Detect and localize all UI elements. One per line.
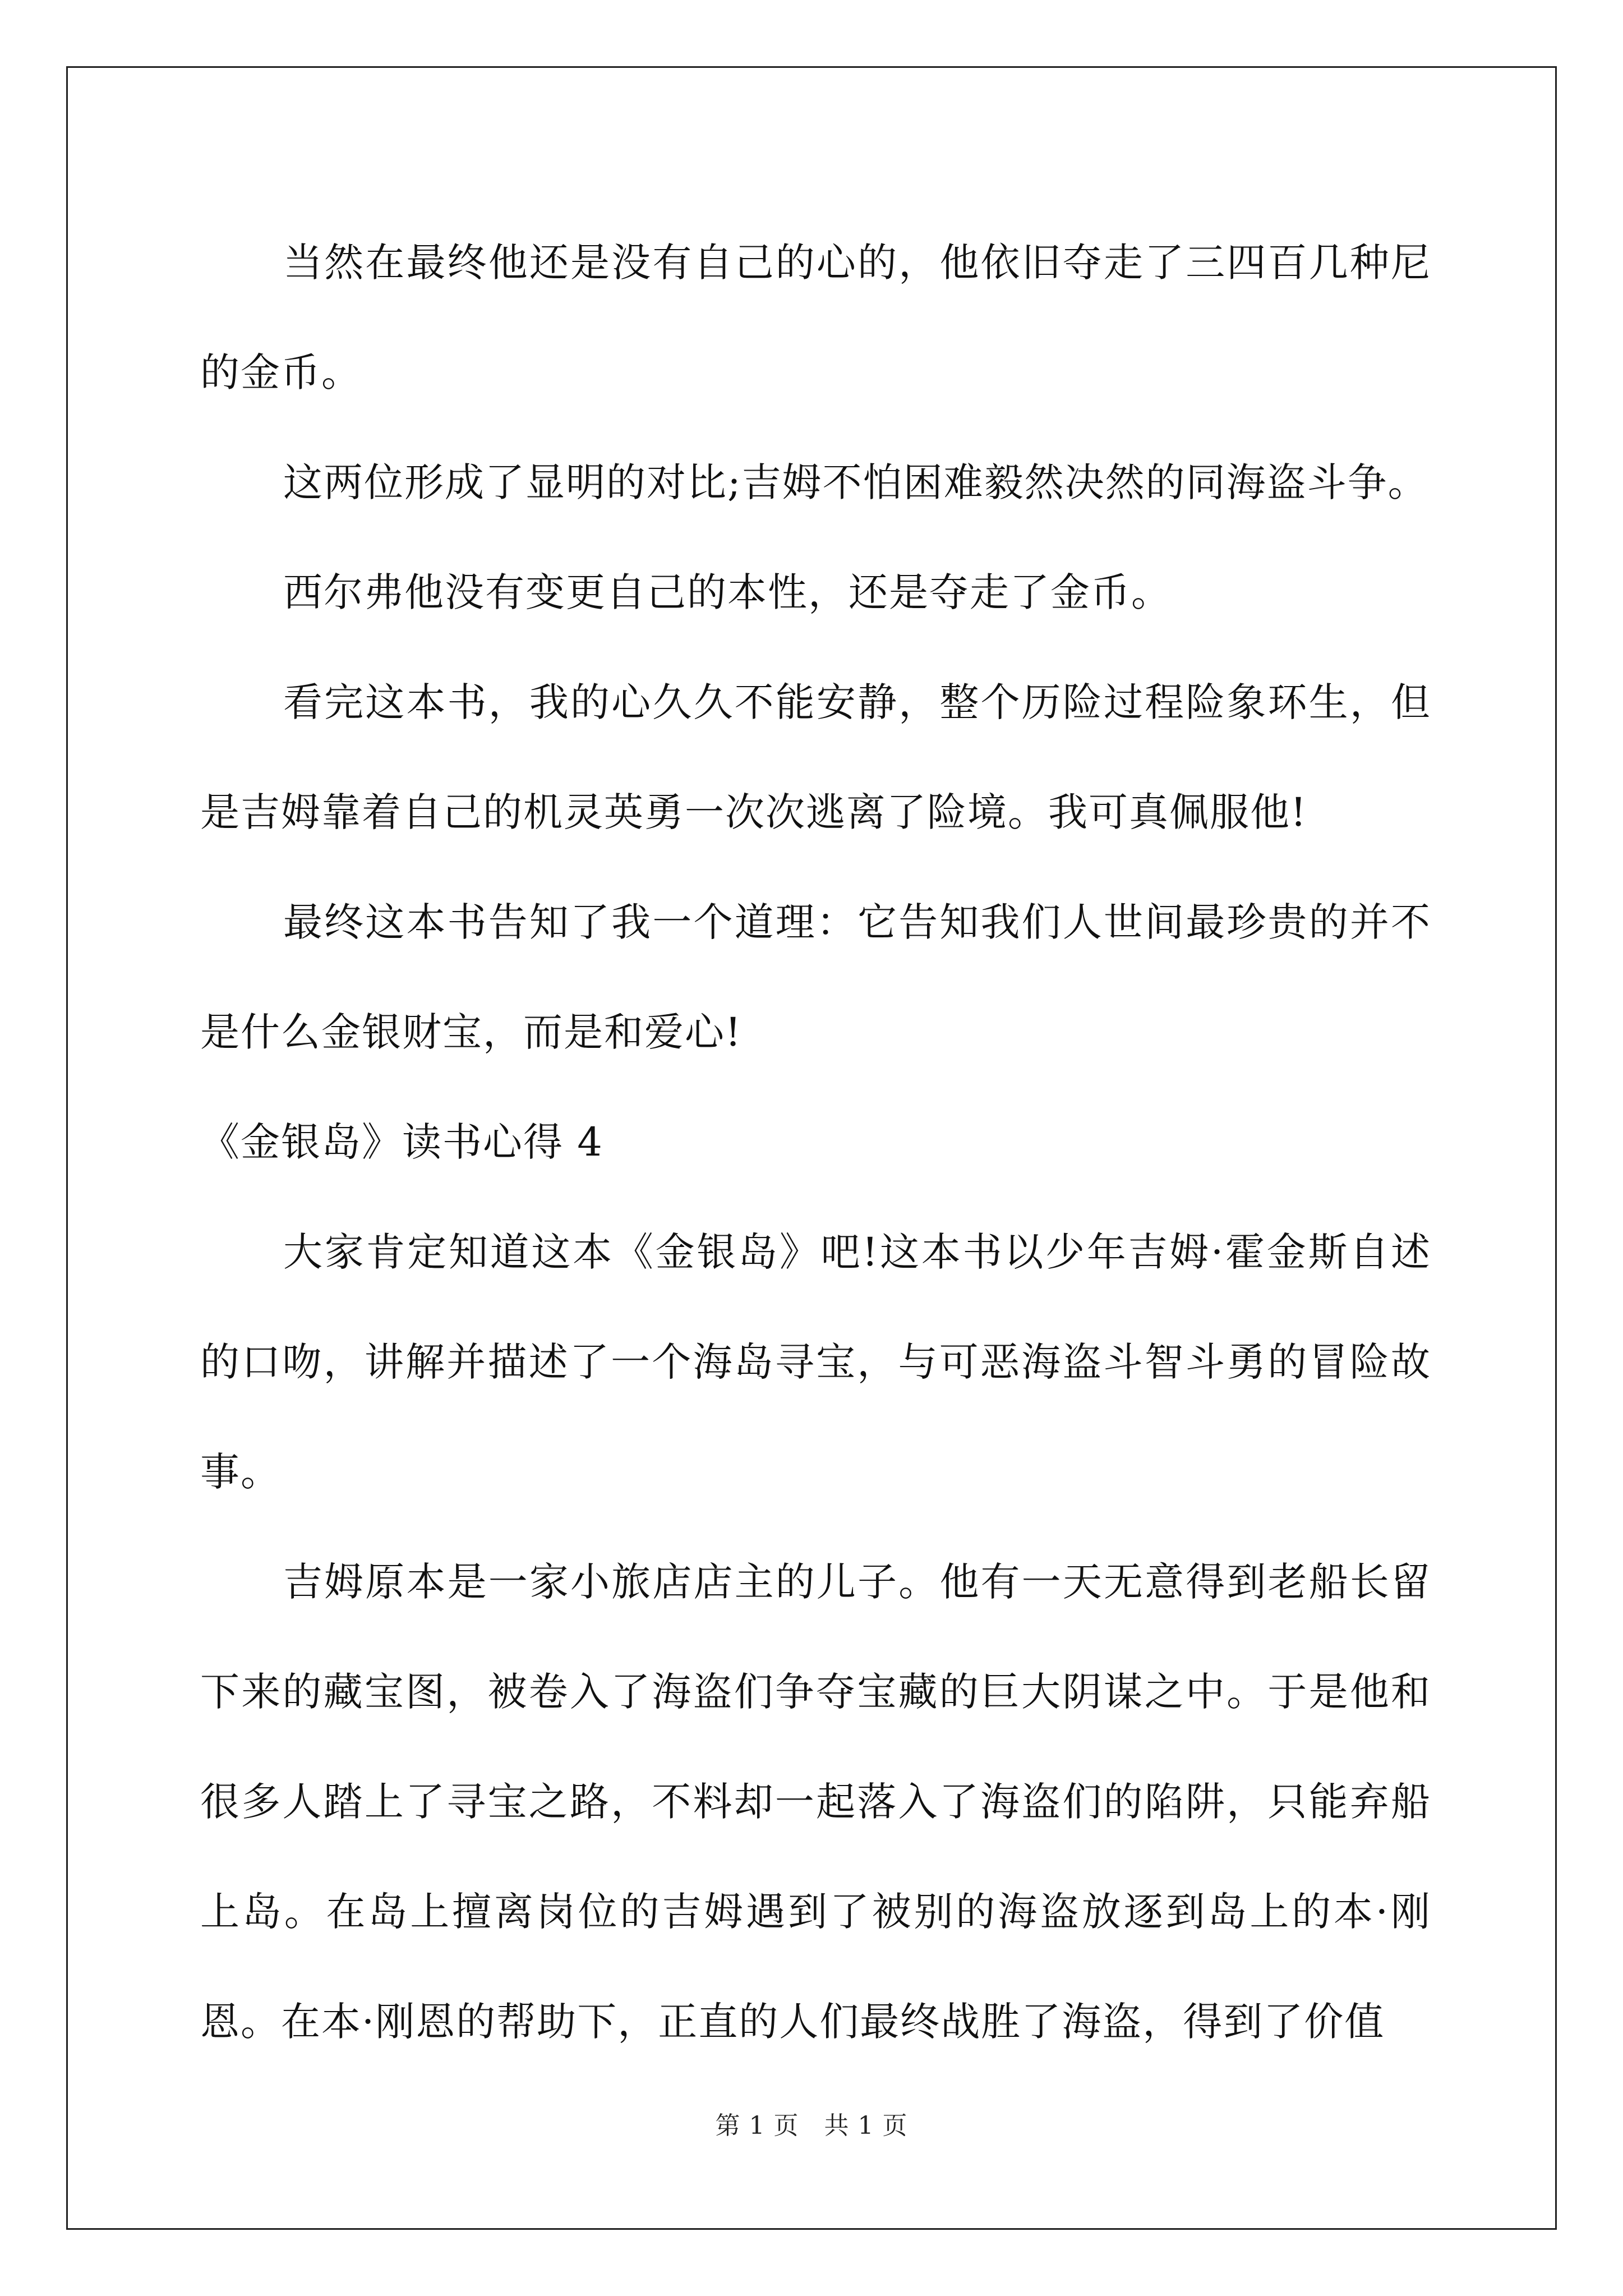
- paragraph: 这两位形成了显明的对比;吉姆不怕困难毅然决然的同海盗斗争。: [283, 459, 1428, 505]
- page-footer: 第 1 页 共 1 页: [715, 2111, 908, 2140]
- paragraph: 大家肯定知道这本《金银岛》吧!这本书以少年吉姆·霍金斯自述的口吻，讲解并描述了一个海岛寻宝，与可恶海盗斗智斗勇的冒险故事。: [200, 1229, 1431, 1495]
- paragraph: 西尔弗他没有变更自己的本性，还是夺走了金币。: [283, 569, 1172, 615]
- document-body: [200, 208, 1431, 2077]
- paragraph: 当然在最终他还是没有自己的心的，他依旧夺走了三四百几种尼的金币。: [200, 240, 1431, 395]
- paragraph: 看完这本书，我的心久久不能安静，整个历险过程险象环生，但是吉姆靠着自己的机灵英勇一次次逃离了险境。我可真佩服他!: [200, 679, 1431, 835]
- paragraph: 最终这本书告知了我一个道理：它告知我们人世间最珍贵的并不是什么金银财宝，而是和爱心!: [200, 899, 1431, 1055]
- section-heading: 《金银岛》读书心得 4: [200, 1119, 603, 1165]
- paragraph: 吉姆原本是一家小旅店店主的儿子。他有一天无意得到老船长留下来的藏宝图，被卷入了海盗们争夺宝藏的巨大阴谋之中。于是他和很多人踏上了寻宝之路，不料却一起落入了海盗们的陷阱，只能弃船上岛。在岛上擅离岗位的吉姆遇到了被别的海盗放逐到岛上的本·刚恩。在本·刚恩的帮助下，正直的人们最终战胜了海盗，得到了价值: [200, 1559, 1431, 2045]
